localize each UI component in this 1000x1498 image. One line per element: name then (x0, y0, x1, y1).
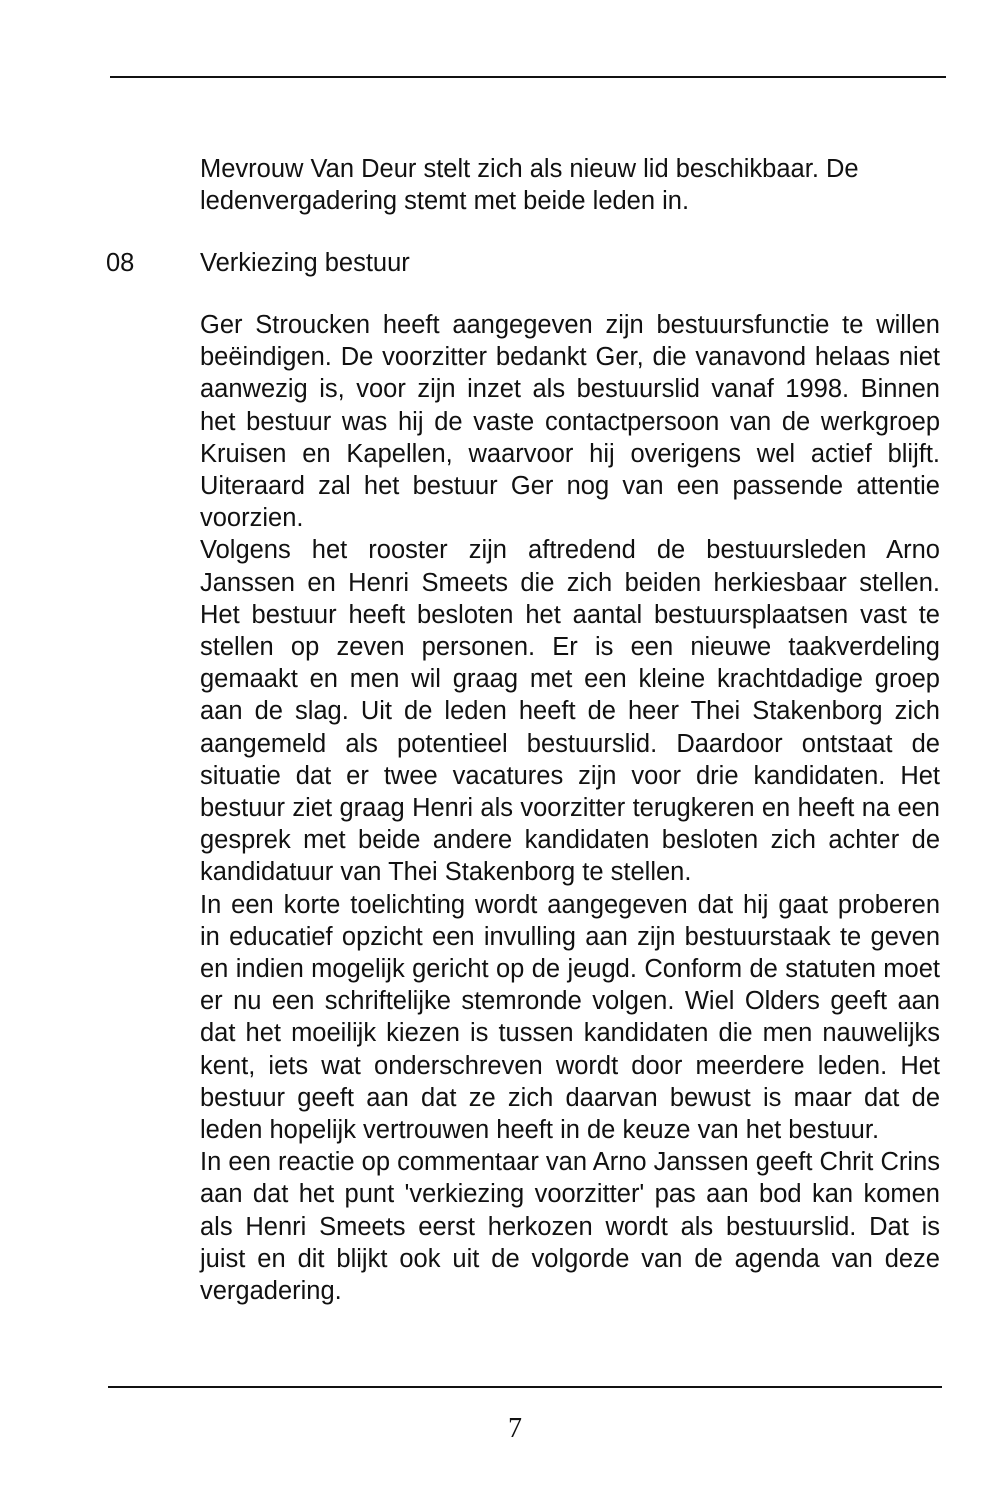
intro-line: Mevrouw Van Deur stelt zich als nieuw lid beschikbaar. De (200, 155, 859, 183)
section-body (200, 309, 940, 1307)
intro-text (200, 153, 940, 217)
body-paragraph: Volgens het rooster zijn aftredend de bestuursleden Arno Janssen en Henri Smeets die zich beiden herkiesbaar stellen. Het bestuur heeft besloten het aantal bestuursplaatsen vast te stellen op zeven personen. Er is een nieuwe taakverdeling gemaakt en men wil graag met een kleine krachtdadige groep aan de slag. Uit de leden heeft de heer Thei Stakenborg zich aangemeld als potentieel bestuurslid. Daardoor ontstaat de situatie dat er twee vacatures zijn voor drie kandidaten. Het bestuur ziet graag Henri als voorzitter terugkeren en heeft na een gesprek met beide andere kandidaten besloten zich achter de kandidatuur van Thei Stakenborg te stellen. (200, 536, 940, 887)
page-number: 7 (508, 1413, 522, 1444)
section-title: Verkiezing bestuur (200, 249, 410, 277)
intro-line: ledenvergadering stemt met beide leden in. (200, 187, 690, 216)
body-paragraph: In een reactie op commentaar van Arno Janssen geeft Chrit Crins aan dat het punt 'verkiezing voorzitter' pas aan bod kan komen als Henri Smeets eerst herkozen wordt als bestuurslid. Dat is juist en dit blijkt ook uit de volgorde van de agenda van deze vergadering. (200, 1148, 940, 1306)
section-number: 08 (106, 249, 135, 277)
bottom-rule (108, 1386, 942, 1388)
top-rule (110, 76, 946, 78)
body-paragraph: Ger Stroucken heeft aangegeven zijn bestuursfunctie te willen beëindigen. De voorzitter bedankt Ger, die vanavond helaas niet aanwezig is, voor zijn inzet als bestuurslid vanaf 1998. Binnen het bestuur was hij de vaste contactpersoon van de werkgroep Kruisen en Kapellen, waarvoor hij overigens wel actief blijft. Uiteraard zal het bestuur Ger nog van een passende attentie voorzien. (200, 311, 940, 533)
body-paragraph: In een korte toelichting wordt aangegeven dat hij gaat proberen in educatief opzicht een invulling aan zijn bestuurstaak te geven en indien mogelijk gericht op de jeugd. Conform de statuten moet er nu een schriftelijke stemronde volgen. Wiel Olders geeft aan dat het moeilijk kiezen is tussen kandidaten die men nauwelijks kent, iets wat onderschreven wordt door meerdere leden. Het bestuur geeft aan dat ze zich daarvan bewust is maar dat de leden hopelijk vertrouwen heeft in de keuze van het bestuur. (200, 890, 940, 1145)
